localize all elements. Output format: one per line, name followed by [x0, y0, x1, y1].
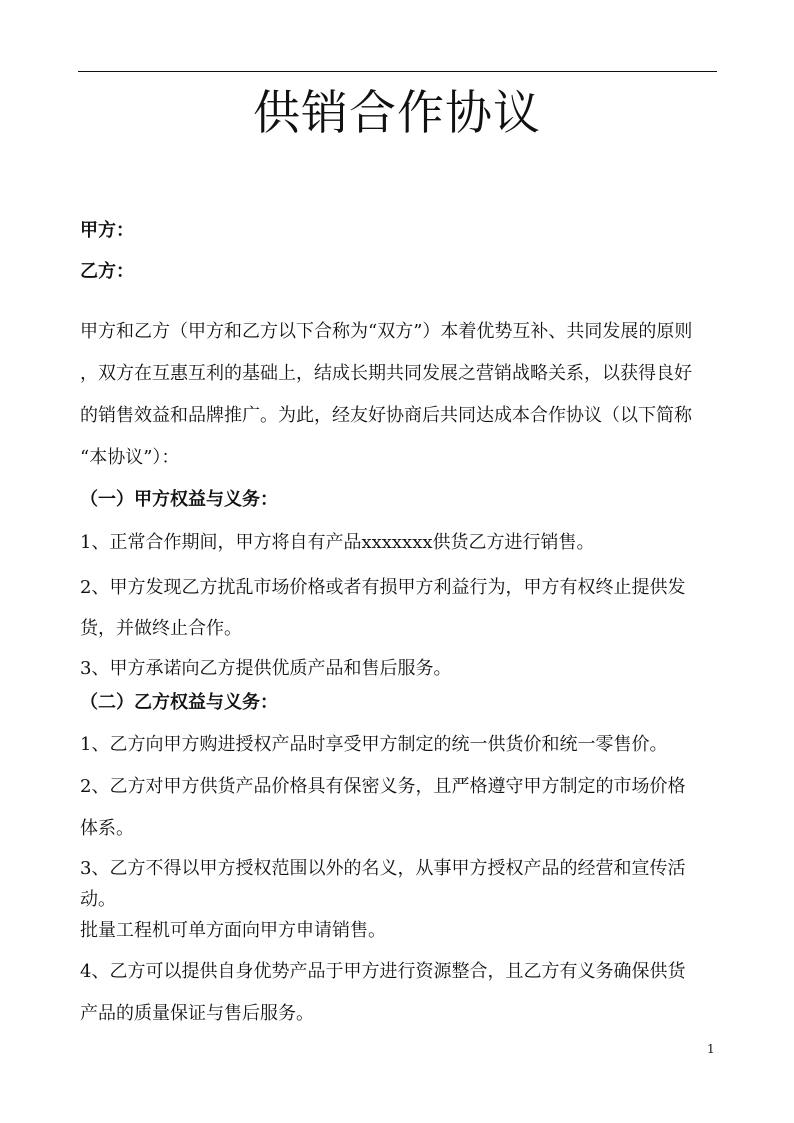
party-a-label: 甲方： [80, 220, 134, 241]
intro-line-1: 甲方和乙方（甲方和乙方以下合称为“双方”）本着优势互补、共同发展的原则 [80, 321, 693, 342]
intro-line-4: “本协议”）： [80, 447, 180, 468]
section-a-item-1: 1、正常合作期间，甲方将自有产品xxxxxxx供货乙方进行销售。 [80, 532, 595, 553]
section-b-item-2-line-2: 体系。 [80, 818, 134, 839]
section-b-item-4-line-1: 4、乙方可以提供自身优势产品于甲方进行资源整合，且乙方有义务确保供货 [80, 961, 686, 982]
section-b-item-3-line-2: 动。 [80, 889, 116, 910]
intro-line-2: ，双方在互惠互利的基础上，结成长期共同发展之营销战略关系，以获得良好 [80, 363, 692, 384]
section-a-item-3: 3、甲方承诺向乙方提供优质产品和售后服务。 [80, 658, 452, 679]
section-b-item-3-line-3: 批量工程机可单方面向甲方申请销售。 [80, 920, 386, 941]
section-a-item-2-line-2: 货，并做终止合作。 [80, 618, 242, 639]
section-b-item-4-line-2: 产品的质量保证与售后服务。 [80, 1003, 314, 1024]
section-b-item-2-line-1: 2、乙方对甲方供货产品价格具有保密义务，且严格遵守甲方制定的市场价格 [80, 776, 686, 797]
document-title: 供销合作协议 [253, 86, 541, 141]
section-b-item-3-line-1: 3、乙方不得以甲方授权范围以外的名义，从事甲方授权产品的经营和宣传活 [80, 858, 686, 879]
header-rule [78, 71, 717, 72]
section-b-heading: （二）乙方权益与义务： [80, 692, 278, 713]
section-b-item-1: 1、乙方向甲方购进授权产品时享受甲方制定的统一供货价和统一零售价。 [80, 734, 668, 755]
section-a-heading: （一）甲方权益与义务： [80, 489, 278, 510]
party-b-label: 乙方： [80, 261, 134, 282]
page-number: 1 [707, 1042, 715, 1056]
section-a-item-2-line-1: 2、甲方发现乙方扰乱市场价格或者有损甲方利益行为，甲方有权终止提供发 [80, 577, 686, 598]
intro-line-3: 的销售效益和品牌推广。为此，经友好协商后共同达成本合作协议（以下简称 [80, 405, 692, 426]
